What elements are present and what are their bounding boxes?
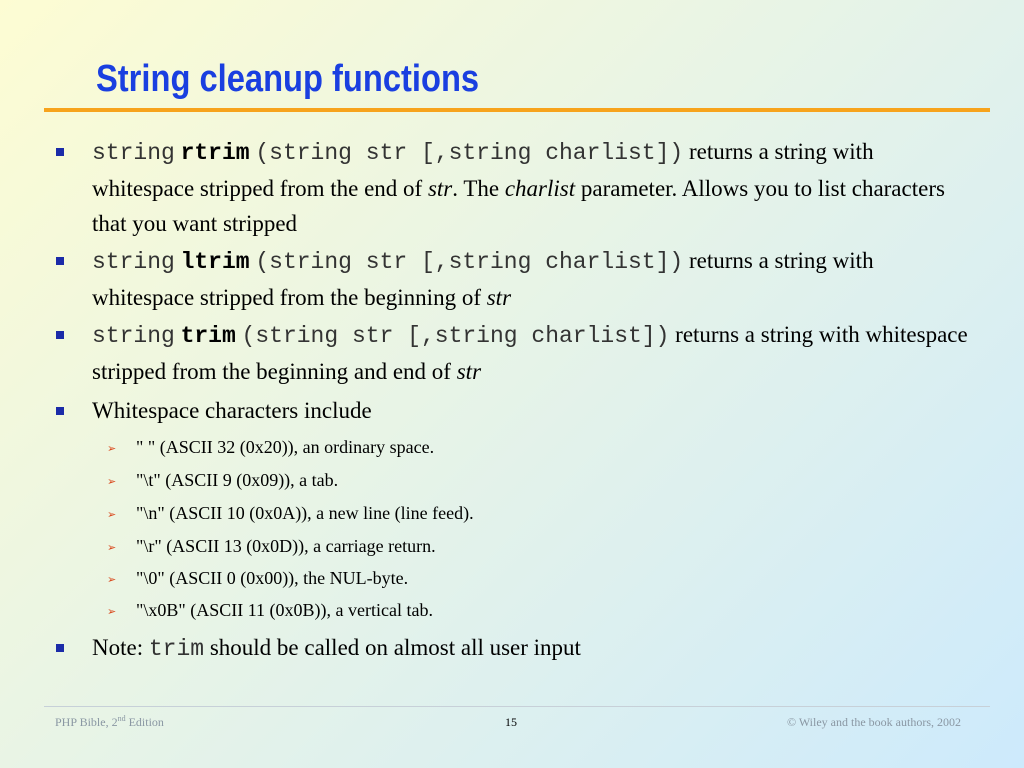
description-text: parameter. Allows you to list characters that you want stripped — [92, 176, 945, 236]
slide-title: String cleanup functions — [96, 58, 480, 100]
description-text: . The — [452, 176, 505, 201]
description-text: returns a string with whitespace stripped from the beginning and end of — [92, 322, 968, 384]
function-params: (string str [,string charlist]) — [241, 323, 670, 349]
square-bullet-icon — [56, 148, 64, 156]
bullet-ltrim — [92, 243, 972, 315]
function-params: (string str [,string charlist]) — [255, 140, 684, 166]
function-name-ltrim: ltrim — [180, 249, 250, 275]
bullet-rtrim — [92, 134, 972, 241]
whitespace-item-space: " " (ASCII 32 (0x20)), an ordinary space. — [136, 437, 435, 457]
square-bullet-icon — [56, 331, 64, 339]
whitespace-item-newline: "\n" (ASCII 10 (0x0A)), a new line (line feed). — [136, 503, 474, 523]
arrow-bullet-icon: ➢ — [107, 442, 117, 455]
arrow-bullet-icon: ➢ — [107, 605, 117, 618]
note-suffix: should be called on almost all user input — [204, 635, 581, 660]
arrow-bullet-icon: ➢ — [107, 541, 117, 554]
arrow-bullet-icon: ➢ — [107, 573, 117, 586]
whitespace-item-tab: "\t" (ASCII 9 (0x09)), a tab. — [136, 470, 339, 490]
return-type: string — [92, 249, 175, 275]
square-bullet-icon — [56, 257, 64, 265]
bullet-trim — [92, 317, 972, 389]
whitespace-item-nul: "\0" (ASCII 0 (0x00)), the NUL-byte. — [136, 568, 409, 588]
function-name-rtrim: rtrim — [180, 140, 250, 166]
bullet-note — [92, 630, 972, 667]
whitespace-item-carriage-return: "\r" (ASCII 13 (0x0D)), a carriage return. — [136, 536, 436, 556]
param-emphasis: charlist — [504, 176, 576, 201]
description-text: returns a string with whitespace stripped from the beginning of — [92, 248, 874, 310]
function-name-trim: trim — [180, 323, 236, 349]
description-text: returns a string with whitespace stripped from the end of — [92, 139, 874, 201]
note-code: trim — [148, 636, 205, 662]
param-emphasis: str — [456, 359, 482, 384]
param-emphasis: str — [486, 285, 512, 310]
square-bullet-icon — [56, 407, 64, 415]
page-number: 15 — [505, 715, 517, 729]
footer-book-title: PHP Bible, 2nd Edition — [55, 714, 164, 729]
whitespace-item-vertical-tab: "\x0B" (ASCII 11 (0x0B)), a vertical tab. — [136, 600, 433, 620]
return-type: string — [92, 140, 175, 166]
bullet-whitespace: Whitespace characters include — [92, 398, 372, 423]
footer-copyright: © Wiley and the book authors, 2002 — [786, 715, 961, 729]
square-bullet-icon — [56, 644, 64, 652]
arrow-bullet-icon: ➢ — [107, 508, 117, 521]
arrow-bullet-icon: ➢ — [107, 475, 117, 488]
title-underline — [44, 108, 990, 112]
return-type: string — [92, 323, 175, 349]
footer-divider — [44, 706, 990, 707]
param-emphasis: str — [427, 176, 453, 201]
function-params: (string str [,string charlist]) — [255, 249, 684, 275]
note-prefix: Note: — [92, 635, 149, 660]
